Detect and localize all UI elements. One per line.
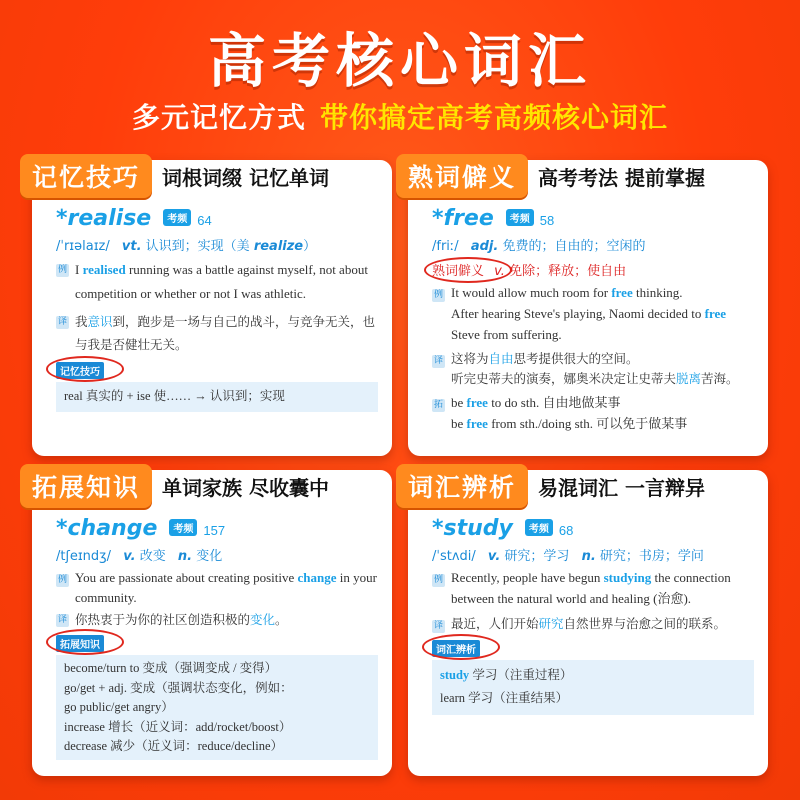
ex1-post: thinking. bbox=[632, 285, 683, 300]
example-text bbox=[75, 258, 378, 306]
freq-badge: 考频 bbox=[525, 519, 553, 536]
pronunciation-row bbox=[432, 545, 754, 564]
translation-text bbox=[451, 349, 754, 389]
distinction-row: learn 学习（注重结果） bbox=[440, 691, 569, 706]
word-row bbox=[432, 516, 754, 541]
red-circle-mark bbox=[424, 257, 512, 283]
memory-box: real 真实的 + ise 使…… → 认识到；实现 bbox=[56, 382, 378, 411]
example-icon: 例 bbox=[433, 290, 443, 300]
translation-icon: 译 bbox=[57, 615, 67, 626]
card-header bbox=[396, 464, 705, 508]
card-header bbox=[20, 154, 329, 198]
family-row: go/get + adj. 变成（强调状态变化，例如： bbox=[64, 680, 293, 695]
ex-pre: Recently, people have begun bbox=[451, 570, 604, 585]
tr1-pre: 这将为 bbox=[451, 351, 489, 367]
translation-icon: 译 bbox=[433, 356, 443, 367]
translation-text bbox=[451, 614, 754, 634]
page-title: 高考核心词汇 bbox=[207, 27, 592, 95]
card-rare-meaning bbox=[408, 160, 768, 456]
red-circle-mark bbox=[46, 356, 124, 382]
tr2-post: 苦海。 bbox=[701, 371, 739, 387]
tr2-pre: 听完史蒂夫的演奏，娜奥米决定让史蒂夫 bbox=[451, 371, 677, 387]
freq-badge: 考频 bbox=[169, 519, 197, 536]
ex1-pre: It would allow much room for bbox=[451, 285, 612, 300]
translation-text bbox=[75, 608, 378, 631]
card-tag-sub: 单词家族 尽收囊中 bbox=[162, 475, 329, 500]
headword: *study bbox=[432, 516, 513, 541]
ex-highlight: change bbox=[297, 570, 337, 585]
ex-post: in your community. bbox=[75, 570, 377, 606]
card-header bbox=[20, 464, 329, 508]
tr-post: 到，跑步是一场与自己的战斗，与竞争无关，也与我是否健壮无关。 bbox=[75, 314, 376, 353]
page-subtitle bbox=[0, 96, 800, 136]
card-tag: 熟词僻义 bbox=[396, 154, 528, 198]
pronunciation-row bbox=[432, 235, 754, 254]
rare-label: 熟词僻义 bbox=[432, 264, 485, 279]
card-tag-sub: 易混词汇 一言辩异 bbox=[538, 475, 705, 500]
ex-post: the connection between the natural world and healing (治愈). bbox=[451, 570, 731, 606]
card-tag-sub: 词根词缀 记忆单词 bbox=[162, 165, 329, 190]
translation bbox=[57, 310, 378, 356]
card-body bbox=[56, 516, 378, 766]
family-row: decrease 减少（近义词：reduce/decline） bbox=[64, 738, 284, 753]
mini-tag: 词汇辨析 bbox=[432, 640, 480, 657]
card-tag: 拓展知识 bbox=[20, 464, 152, 508]
phonetic: /tʃeɪndʒ/ bbox=[56, 549, 112, 564]
mini-tag: 拓展知识 bbox=[56, 635, 104, 652]
phonetic: /ˈstʌdi/ bbox=[432, 549, 476, 564]
meaning-1: 改变 bbox=[139, 549, 166, 564]
headword: *free bbox=[432, 206, 494, 231]
tr-pre: 最近，人们开始 bbox=[451, 615, 539, 631]
ext2-post: from sth./doing sth. 可以免于做某事 bbox=[487, 416, 688, 432]
ext1-pre: be bbox=[451, 395, 467, 411]
card-extended-knowledge bbox=[32, 470, 392, 776]
card-tag-sub: 高考考法 提前掌握 bbox=[538, 165, 705, 190]
ex2-pre: After hearing Steve's playing, Naomi decided to bbox=[451, 305, 705, 321]
card-body bbox=[56, 206, 378, 446]
word-family-box bbox=[56, 655, 378, 760]
red-circle-mark bbox=[422, 634, 500, 660]
meaning-2: 变化 bbox=[196, 549, 223, 564]
translation bbox=[57, 608, 378, 631]
ex-highlight: studying bbox=[603, 570, 652, 585]
example-icon: 例 bbox=[433, 575, 443, 585]
ext1-post: to do sth. 自由地做某事 bbox=[487, 395, 621, 411]
part-of-speech-1: v. bbox=[487, 549, 501, 564]
family-row: become/turn to 变成（强调变成 / 变得） bbox=[64, 661, 278, 676]
ex2-highlight: free bbox=[704, 305, 727, 321]
example bbox=[433, 568, 754, 610]
example-text bbox=[451, 283, 754, 345]
distinction-row bbox=[440, 664, 746, 688]
tr1-highlight: 自由 bbox=[488, 351, 514, 367]
family-row: increase 增长（近义词：add/rocket/boost） bbox=[64, 719, 292, 734]
example bbox=[433, 283, 754, 345]
pronunciation-row bbox=[56, 545, 378, 564]
card-tag: 词汇辨析 bbox=[396, 464, 528, 508]
subtitle-white: 多元记忆方式 bbox=[131, 101, 306, 134]
part-of-speech: adj. bbox=[470, 239, 499, 254]
tr-post: 自然世界与治愈之间的联系。 bbox=[563, 615, 727, 631]
extension-icon: 拓 bbox=[433, 400, 443, 411]
extension bbox=[433, 393, 754, 435]
freq-number: 64 bbox=[197, 213, 212, 228]
ex-post: running was a battle against myself, not about competition or whether or not I was athletic. bbox=[75, 262, 368, 302]
mini-tag-wrap bbox=[56, 629, 378, 653]
card-body bbox=[432, 516, 754, 766]
row-text: 学习（注重过程） bbox=[469, 667, 573, 682]
translation-text bbox=[75, 310, 378, 356]
family-row: go public/get angry） bbox=[64, 700, 174, 715]
translation bbox=[433, 349, 754, 389]
ex-pre: You are passionate about creating positive bbox=[75, 570, 298, 585]
row-highlight: study bbox=[440, 667, 470, 682]
part-of-speech-2: n. bbox=[177, 549, 193, 564]
freq-badge: 考频 bbox=[506, 209, 534, 226]
freq-number: 68 bbox=[558, 523, 574, 538]
tr-highlight: 变化 bbox=[250, 612, 276, 628]
rare-meaning-row bbox=[432, 260, 754, 279]
meaning: 免费的；自由的；空闲的 bbox=[502, 239, 646, 254]
example bbox=[57, 568, 378, 608]
card-tag: 记忆技巧 bbox=[20, 154, 152, 198]
example-text bbox=[75, 568, 378, 608]
card-word-distinction bbox=[408, 470, 768, 776]
example bbox=[57, 258, 378, 306]
part-of-speech: vt. bbox=[121, 239, 142, 254]
freq-number: 58 bbox=[539, 213, 555, 228]
mini-tag-wrap bbox=[56, 356, 378, 380]
subtitle-yellow: 带你搞定高考高频核心词汇 bbox=[320, 101, 669, 134]
word-row bbox=[432, 206, 754, 231]
translation bbox=[433, 614, 754, 634]
tr-post: 。 bbox=[275, 612, 288, 628]
ext2-pre: be bbox=[451, 416, 467, 432]
example-text bbox=[451, 568, 754, 610]
phonetic: /ˈrɪəlaɪz/ bbox=[56, 239, 110, 254]
word-row bbox=[56, 516, 378, 541]
translation-icon: 译 bbox=[433, 620, 443, 631]
card-memory-tips bbox=[32, 160, 392, 456]
red-circle-mark bbox=[46, 629, 124, 655]
card-header bbox=[396, 154, 705, 198]
tr1-post: 思考提供很大的空间。 bbox=[513, 351, 639, 367]
rare-pos: v. bbox=[494, 264, 505, 279]
tr-pre: 我 bbox=[75, 314, 88, 330]
word-row bbox=[56, 206, 378, 231]
mini-tag-wrap bbox=[432, 634, 754, 658]
example-icon: 例 bbox=[57, 575, 67, 585]
card-body bbox=[432, 206, 754, 446]
meaning-end: ） bbox=[303, 239, 317, 254]
extension-text bbox=[451, 393, 754, 435]
headword: *change bbox=[56, 516, 158, 541]
meaning-1: 研究；学习 bbox=[504, 549, 570, 564]
tr2-highlight: 脱离 bbox=[676, 371, 702, 387]
pronunciation-row bbox=[56, 235, 378, 254]
freq-badge: 考频 bbox=[163, 209, 191, 226]
ex-highlight: realised bbox=[82, 262, 126, 277]
freq-number: 157 bbox=[203, 523, 226, 538]
tr-highlight: 意识 bbox=[87, 314, 113, 330]
ex1-highlight: free bbox=[611, 285, 633, 300]
ex-pre: I bbox=[75, 262, 83, 277]
mini-tag: 记忆技巧 bbox=[56, 362, 104, 379]
meaning-alt: realize bbox=[253, 239, 304, 254]
phonetic: /friː/ bbox=[432, 239, 459, 254]
part-of-speech-2: n. bbox=[581, 549, 596, 564]
ex2-post: Steve from suffering. bbox=[451, 326, 562, 342]
distinction-box bbox=[432, 660, 754, 716]
ext2-highlight: free bbox=[466, 416, 488, 432]
translation-icon: 译 bbox=[57, 317, 67, 328]
tr-pre: 你热衷于为你的社区创造积极的 bbox=[75, 612, 251, 628]
part-of-speech-1: v. bbox=[123, 549, 136, 564]
ext1-highlight: free bbox=[466, 395, 488, 411]
headword: *realise bbox=[56, 206, 152, 231]
meaning-2: 研究；书房；学问 bbox=[599, 549, 704, 564]
rare-meaning: 免除；释放；使自由 bbox=[509, 264, 627, 279]
example-icon: 例 bbox=[57, 265, 67, 275]
tr-highlight: 研究 bbox=[538, 615, 564, 631]
meaning: 认识到；实现（美 bbox=[145, 239, 254, 254]
